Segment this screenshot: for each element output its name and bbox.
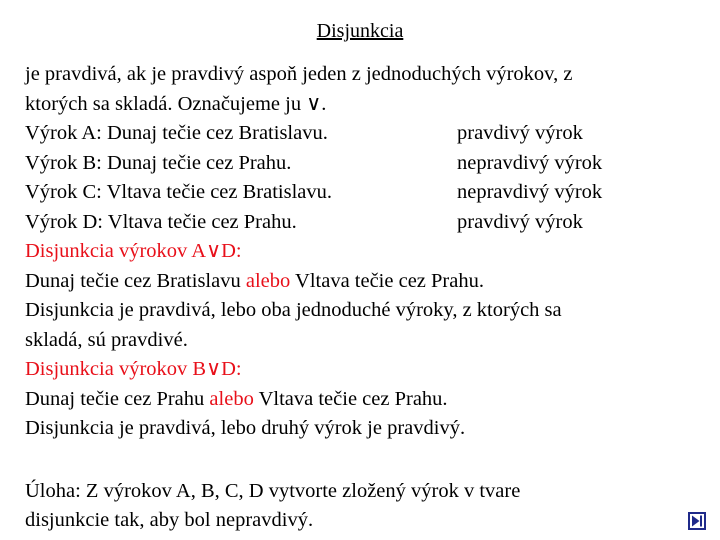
example-1-connector: alebo bbox=[245, 269, 291, 292]
statement-row bbox=[25, 119, 705, 149]
example-2-heading: Disjunkcia výrokov B∨D: bbox=[25, 358, 242, 380]
statement-status: nepravdivý výrok bbox=[457, 151, 603, 174]
slide-body bbox=[25, 60, 705, 535]
example-1-sentence bbox=[25, 267, 705, 297]
example-2-explanation: Disjunkcia je pravdivá, lebo druhý výrok je pravdivý. bbox=[25, 417, 466, 439]
page-title: Disjunkcia bbox=[316, 20, 404, 42]
statement-text: Výrok A: Dunaj tečie cez Bratislavu. bbox=[25, 122, 328, 144]
example-2-connector: alebo bbox=[209, 387, 254, 410]
example-2-sentence bbox=[25, 385, 705, 415]
task-block bbox=[25, 477, 705, 535]
intro-line-2: ktorých sa skladá. Označujeme ju ∨. bbox=[25, 92, 327, 115]
example-1-explanation-1: Disjunkcia je pravdivá, lebo oba jednoduché výroky, z ktorých sa bbox=[25, 299, 562, 321]
statement-status: nepravdivý výrok bbox=[457, 181, 603, 203]
task-line-2: disjunkcie tak, aby bol nepravdivý. bbox=[25, 509, 314, 531]
example-1-heading: Disjunkcia výrokov A∨D: bbox=[25, 240, 242, 262]
statement-text: Výrok C: Vltava tečie cez Bratislavu. bbox=[25, 181, 333, 203]
task-line-1: Úloha: Z výrokov A, B, C, D vytvorte zložený výrok v tvare bbox=[25, 480, 521, 502]
statement-text: Výrok B: Dunaj tečie cez Prahu. bbox=[25, 151, 292, 174]
statement-text: Výrok D: Vltava tečie cez Prahu. bbox=[25, 210, 297, 233]
example-1-explanation-2: skladá, sú pravdivé. bbox=[25, 328, 188, 351]
example-2-part-1: Dunaj tečie cez Prahu bbox=[25, 387, 210, 410]
statement-status: pravdivý výrok bbox=[457, 122, 583, 144]
example-1-part-2: Vltava tečie cez Prahu. bbox=[290, 269, 484, 292]
statement-row bbox=[25, 178, 705, 208]
statement-status: pravdivý výrok bbox=[457, 210, 583, 233]
example-1-part-1: Dunaj tečie cez Bratislavu bbox=[25, 269, 246, 292]
skip-to-end-icon bbox=[690, 514, 704, 528]
example-2-part-2: Vltava tečie cez Prahu. bbox=[253, 387, 448, 410]
statement-row bbox=[25, 208, 705, 238]
skip-to-end-button[interactable] bbox=[688, 512, 706, 530]
intro-line-1: je pravdivá, ak je pravdivý aspoň jeden z jednoduchých výrokov, z bbox=[25, 63, 573, 85]
spacer bbox=[25, 444, 705, 474]
statement-row bbox=[25, 149, 705, 179]
